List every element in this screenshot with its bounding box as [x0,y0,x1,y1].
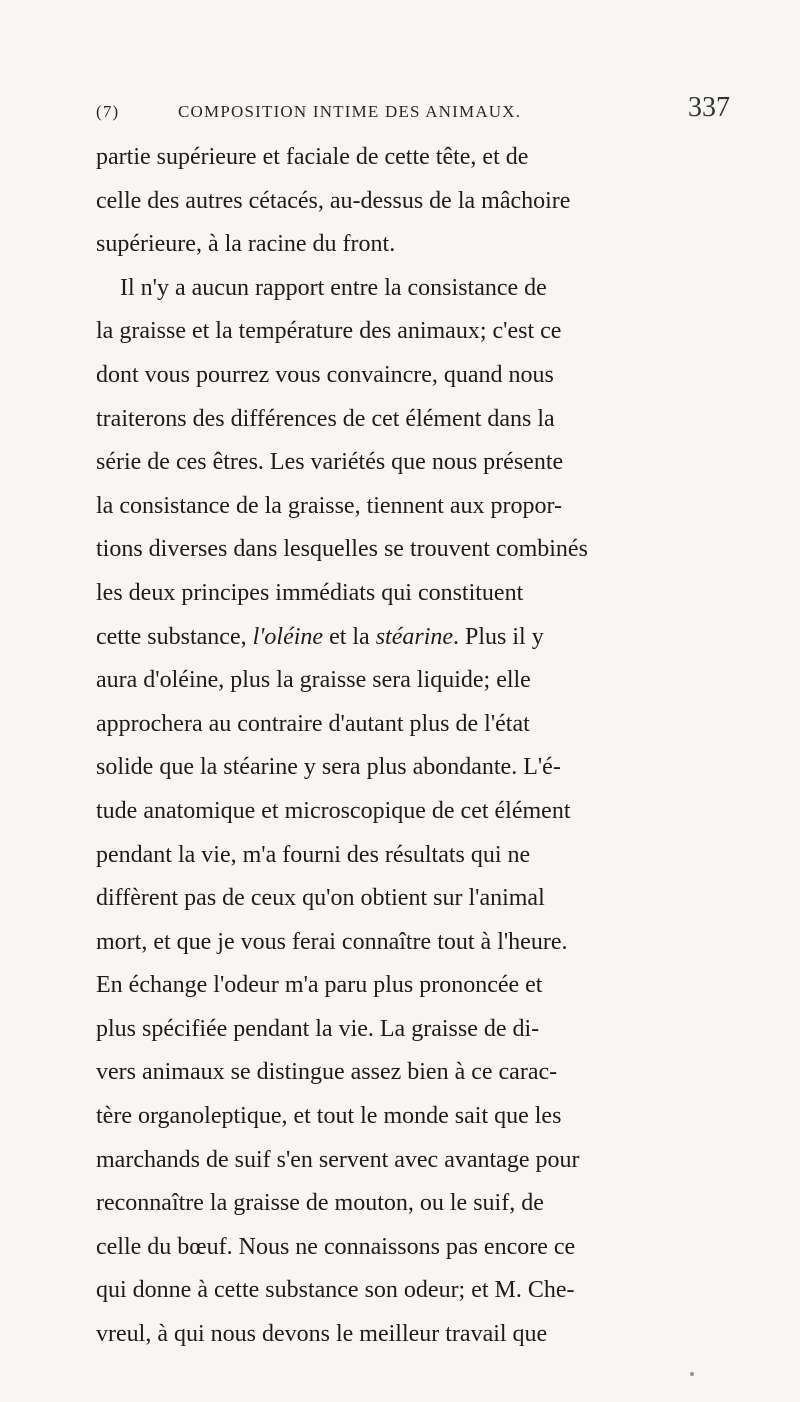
text-line: Il n'y a aucun rapport entre la consistance de [120,274,547,301]
italic-term-stearine: stéarine [375,623,454,650]
text-line: diffèrent pas de ceux qu'on obtient sur l'animal [96,885,545,912]
text-segment: cette substance, [96,623,253,650]
text-line: vreul, à qui nous devons le meilleur travail que [96,1321,548,1348]
text-line: tions diverses dans lesquelles se trouvent combinés [96,536,588,563]
text-line: les deux principes immédiats qui constituent [96,579,524,606]
text-line: aura d'oléine, plus la graisse sera liquide; elle [96,667,531,694]
text-line: mort, et que je vous ferai connaître tout à l'heure. [96,928,568,955]
body-text [96,136,746,1357]
text-line: approchera au contraire d'autant plus de l'état [96,710,530,737]
text-line: traiterons des différences de cet élément dans la [96,405,555,432]
text-line: dont vous pourrez vous convaincre, quand nous [96,361,554,388]
text-segment: . Plus il y [453,623,544,650]
text-line: série de ces êtres. Les variétés que nous présente [96,449,564,476]
text-line: plus spécifiée pendant la vie. La graisse de di- [96,1015,540,1042]
text-line: tère organoleptique, et tout le monde sait que les [96,1103,562,1130]
text-line: solide que la stéarine y sera plus abondante. L'é- [96,754,561,781]
text-line-with-italics [96,616,746,660]
text-line: marchands de suif s'en servent avec avantage pour [96,1146,580,1173]
text-line: reconnaître la graisse de mouton, ou le suif, de [96,1190,544,1217]
text-line: celle du bœuf. Nous ne connaissons pas encore ce [96,1233,576,1260]
italic-term-oleine: l'oléine [252,623,324,650]
text-line: la graisse et la température des animaux; c'est ce [96,318,562,345]
ink-speck [690,1372,694,1376]
text-line: tude anatomique et microscopique de cet élément [96,797,571,824]
text-line: vers animaux se distingue assez bien à ce carac- [96,1059,558,1086]
text-line: supérieure, à la racine du front. [96,231,396,258]
text-segment: et la [323,623,376,650]
page-number: 337 [688,92,730,123]
text-line: En échange l'odeur m'a paru plus prononcée et [96,972,543,999]
text-line: pendant la vie, m'a fourni des résultats qui ne [96,841,531,868]
text-line: qui donne à cette substance son odeur; et M. Che- [96,1277,575,1304]
text-line: partie supérieure et faciale de cette tête, et de [96,144,529,170]
signature-mark: (7) [96,102,120,121]
text-line: la consistance de la graisse, tiennent aux propor- [96,492,563,519]
text-line: celle des autres cétacés, au-dessus de la mâchoire [96,187,571,214]
page-header [96,92,736,132]
running-title: COMPOSITION INTIME DES ANIMAUX. [178,102,522,121]
